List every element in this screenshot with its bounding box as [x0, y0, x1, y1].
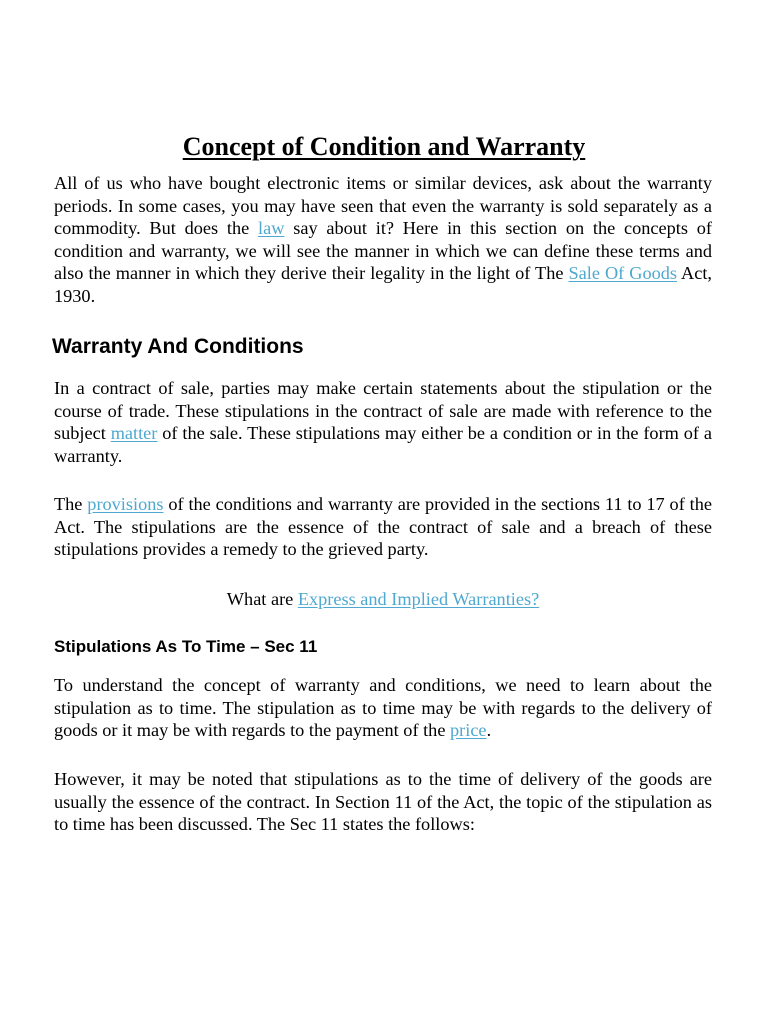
provisions-link[interactable]: provisions [87, 494, 164, 514]
sec11-paragraph: However, it may be noted that stipulations as to the time of delivery of the goods are usually the essence of the contract. In Section 11 of the Act, the topic of the stipulation as to time has been discussed. The Sec 11 states the follows: [54, 769, 712, 835]
what-are-line [54, 588, 712, 611]
provisions-paragraph [54, 493, 712, 561]
time-text-2: . [486, 720, 492, 741]
intro-text-2: say about it? Here in this section on the concepts of condition and warranty, we will see the manner in which we can define these terms and also the manner in which they derive their legality in the light of The [54, 218, 712, 284]
sale-of-goods-link[interactable]: Sale Of Goods [568, 263, 678, 284]
contract-paragraph [54, 377, 712, 467]
time-text-1: To understand the concept of warranty and conditions, we need to learn about the stipulation as to time. The stipulation as to time may be with regards to the delivery of goods or it may be with regards to the payment of the [54, 675, 712, 741]
contract-text-1: In a contract of sale, parties may make certain statements about the stipulation or the course of trade. These stipulations in the contract of sale are made with reference to the subject [54, 378, 712, 444]
contract-text-2: of the sale. These stipulations may either be a condition or in the form of a warranty. [54, 423, 712, 466]
page-title [0, 132, 768, 162]
intro-text-1: All of us who have bought electronic items or similar devices, ask about the warranty periods. In some cases, you may have seen that even the warranty is sold separately as a commodity. But does the [54, 173, 712, 239]
section-heading: Warranty And Conditions [52, 335, 304, 358]
provisions-text-1: The [54, 494, 88, 514]
intro-text-3: Act, 1930. [54, 263, 712, 306]
page-title-text: Concept of Condition and Warranty [182, 132, 586, 161]
matter-link[interactable]: matter [110, 423, 158, 444]
law-link[interactable]: law [258, 218, 285, 239]
provisions-text-2: of the conditions and warranty are provided in the sections 11 to 17 of the Act. The stipulations are the essence of the contract of sale and a breach of these stipulations provides a remedy to the grieved party. [54, 494, 712, 560]
time-paragraph [54, 674, 712, 742]
intro-paragraph [54, 172, 712, 308]
express-implied-warranties-link[interactable]: Express and Implied Warranties? [297, 589, 540, 609]
what-are-text: What are [226, 589, 298, 609]
subheading-sec-11: Stipulations As To Time – Sec 11 [54, 637, 318, 656]
price-link[interactable]: price [450, 720, 487, 741]
